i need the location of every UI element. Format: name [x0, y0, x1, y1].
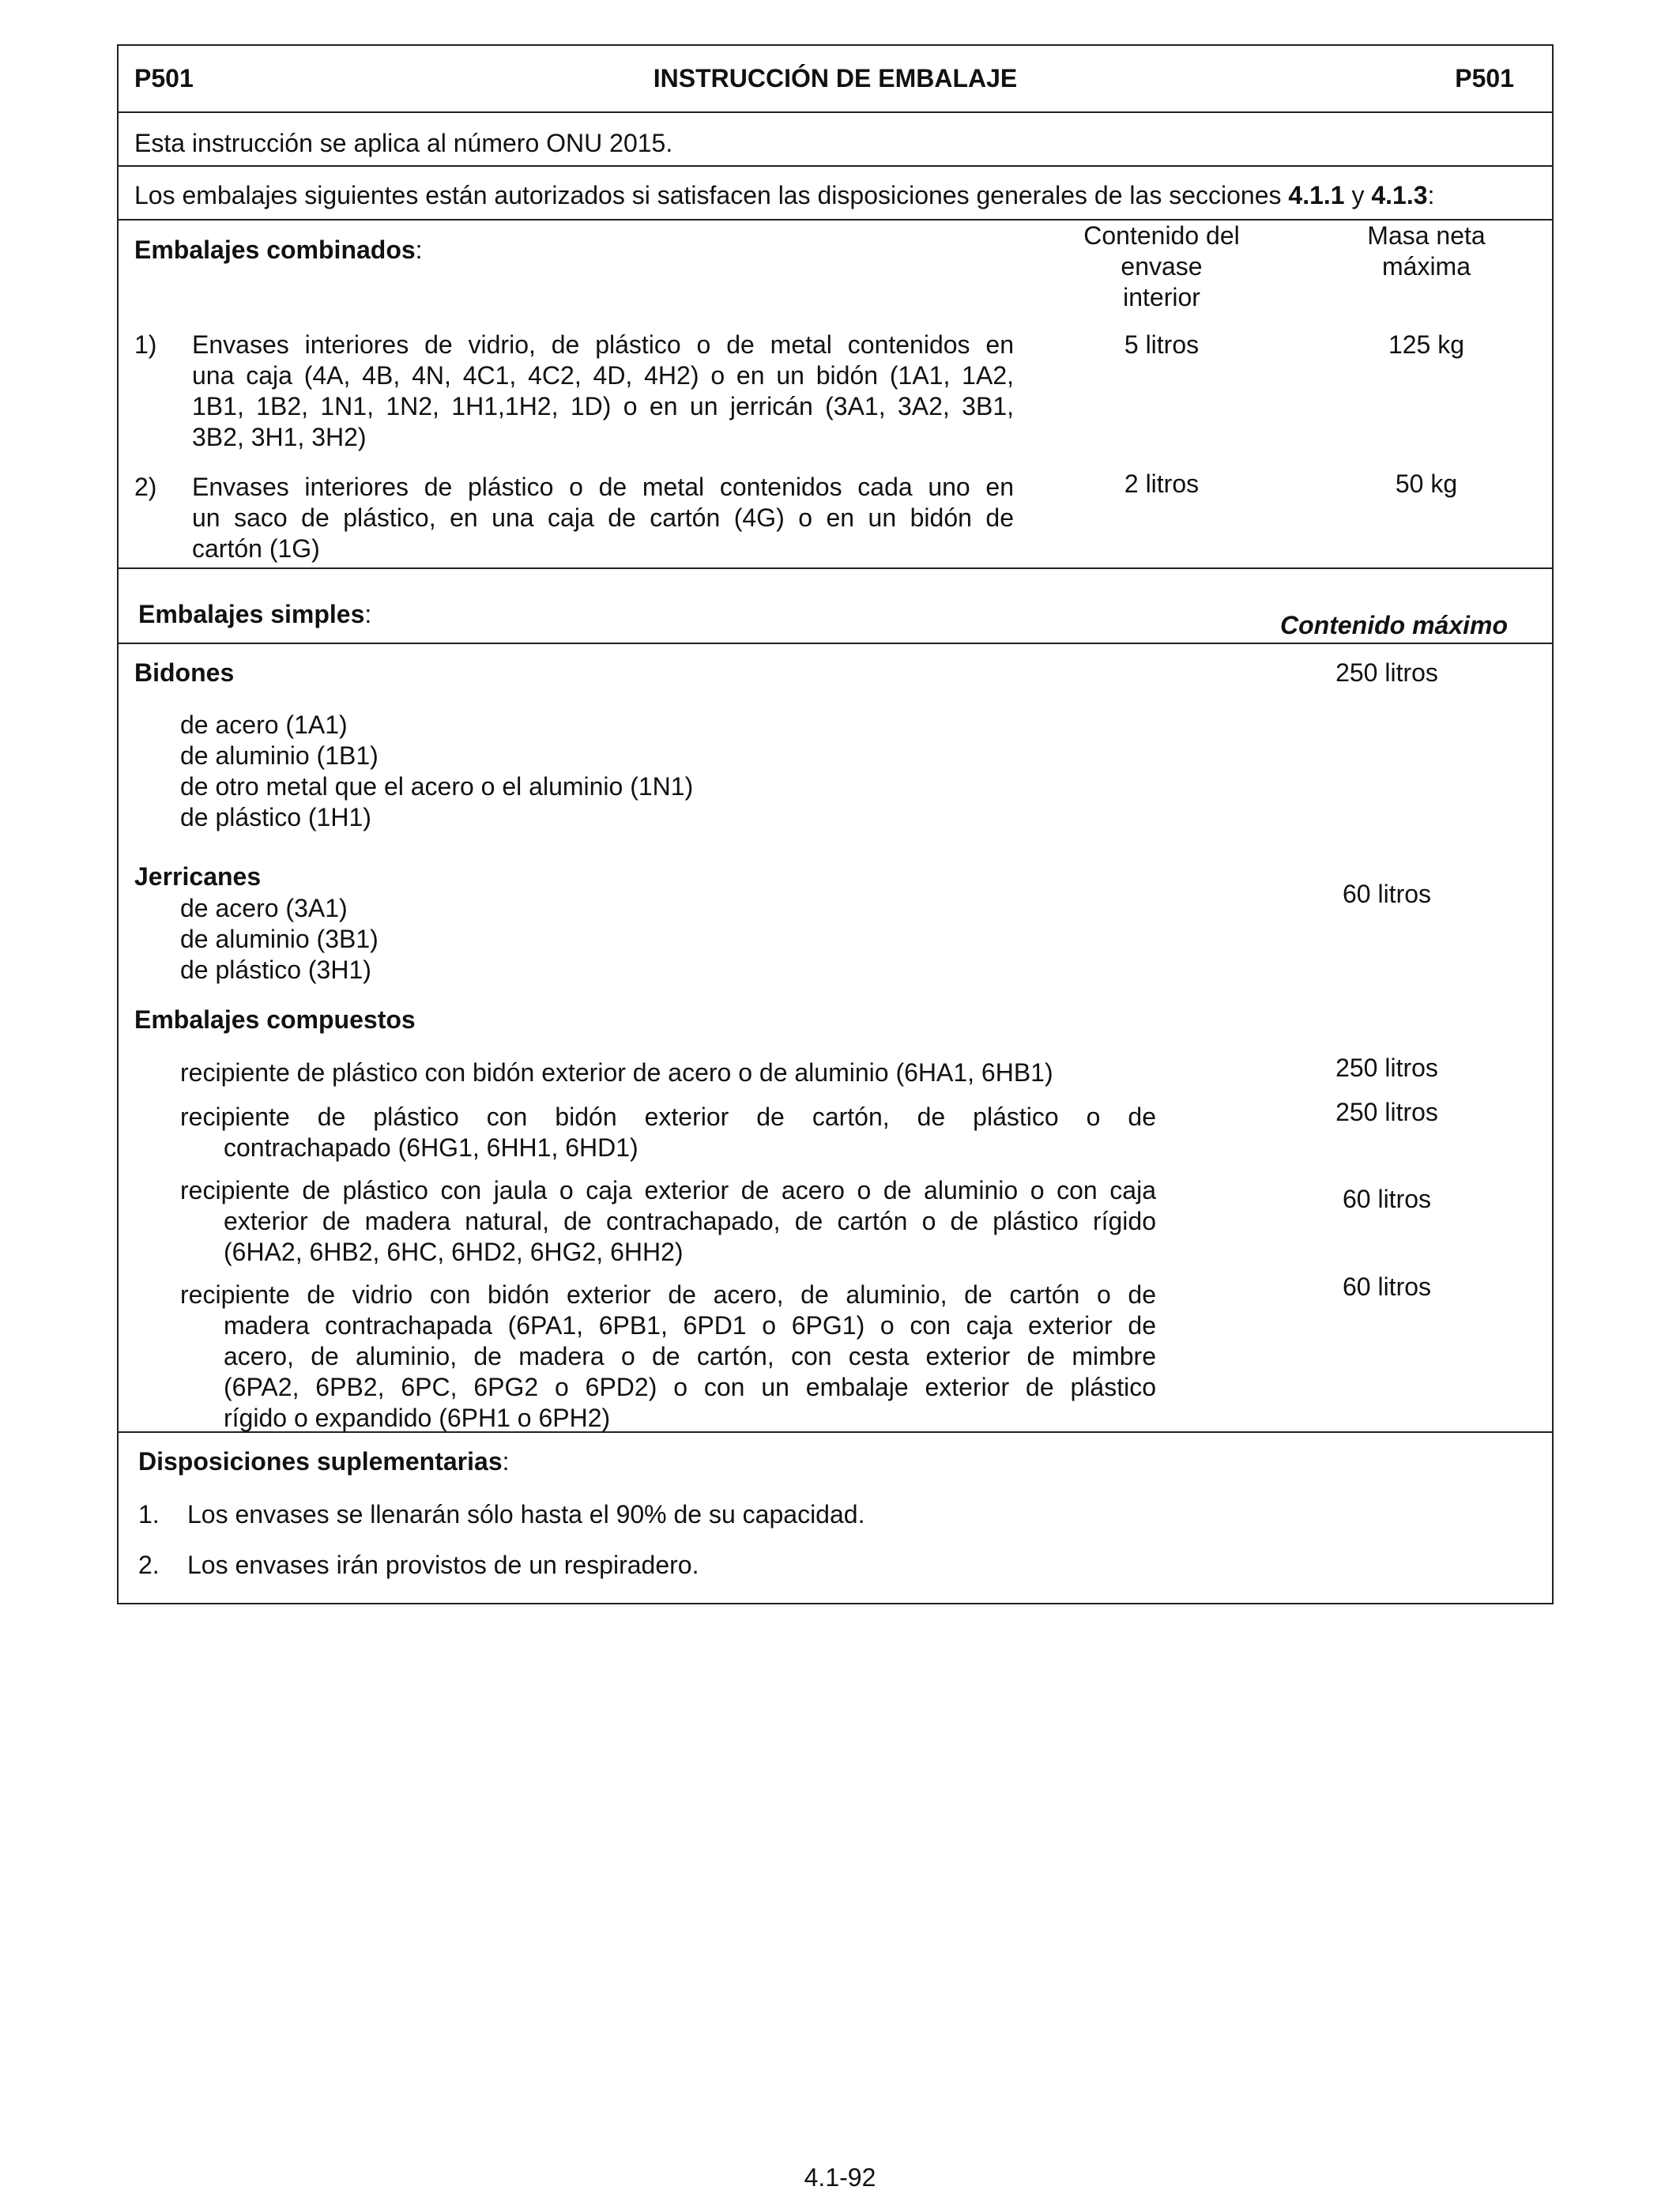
drums-list [180, 710, 693, 833]
combined-item-number: 2) [134, 473, 157, 501]
supplementary-item-number: 1. [138, 1500, 160, 1529]
page-title: INSTRUCCIÓN DE EMBALAJE [653, 64, 1018, 92]
supplementary-item-number: 2. [138, 1551, 160, 1579]
list-item: de plástico (1H1) [180, 803, 371, 831]
list-item: de otro metal que el acero o el aluminio (1N1) [180, 772, 694, 801]
list-item: de aluminio (1B1) [180, 741, 379, 770]
list-item: de plástico (3H1) [180, 956, 371, 984]
drums-max-content: 250 litros [1335, 658, 1438, 687]
jerricans-heading: Jerricanes [134, 862, 262, 891]
divider-combined [117, 567, 1554, 569]
composite-item-text: recipiente de vidrio con bidón exterior de acero, de aluminio, de cartón o de madera contrachapada (6PA1, 6PB1, 6PD1 o 6PG1) o con caja exterior de acero, de aluminio, de madera o de cartón, con cesta exterior de mimbre (6PA2, 6PB2, 6PC, 6PG2 o 6PD2) o con un embalaje exterior de plástico rígido o expandido (6PH1 o 6PH2) [180, 1280, 1156, 1432]
combined-heading: Embalajes combinados: [134, 236, 423, 264]
supplementary-item-text: Los envases se llenarán sólo hasta el 90% de su capacidad. [187, 1500, 865, 1529]
composite-max-content: 250 litros [1335, 1098, 1438, 1126]
section-ref-4-1-1: 4.1.1 [1288, 181, 1345, 209]
instruction-code-right: P501 [1455, 64, 1514, 92]
combined-item-number: 1) [134, 330, 157, 359]
col-max-content-header: Contenido máximo [1280, 611, 1509, 639]
max-mass-value: 125 kg [1388, 330, 1465, 359]
max-mass-value: 50 kg [1395, 469, 1458, 498]
list-item: de acero (3A1) [180, 894, 348, 922]
col-inner-content-header: Contenido del envase interior [1083, 221, 1240, 311]
composite-heading: Embalajes compuestos [134, 1005, 416, 1034]
composite-max-content: 60 litros [1342, 1185, 1432, 1213]
list-item: de aluminio (3B1) [180, 925, 379, 953]
col-max-mass-header: Masa neta máxima [1367, 221, 1486, 281]
supplementary-item-text: Los envases irán provistos de un respiradero. [187, 1551, 699, 1579]
jerricans-max-content: 60 litros [1342, 880, 1432, 908]
section-ref-4-1-3: 4.1.3 [1371, 181, 1428, 209]
drums-heading: Bidones [134, 658, 235, 687]
supplementary-heading: Disposiciones suplementarias: [138, 1447, 510, 1476]
composite-max-content: 60 litros [1342, 1272, 1432, 1301]
single-heading: Embalajes simples: [138, 600, 372, 628]
composite-max-content: 250 litros [1335, 1054, 1438, 1082]
page-number: 4.1-92 [804, 2163, 876, 2192]
divider-applies [117, 165, 1554, 167]
divider-single-header [117, 643, 1554, 644]
combined-item-text: Envases interiores de vidrio, de plástico o de metal contenidos en una caja (4A, 4B, 4N, 4C1, 4C2, 4D, 4H2) o en un bidón (1A1, 1A2, 1B1, 1B2, 1N1, 1N2, 1H1,1H2, 1D) o en un jerricán (3A1, 3A2, 3B1, 3B2, 3H1, 3H2) [192, 330, 1014, 451]
divider-header [117, 111, 1554, 113]
applies-to-text: Esta instrucción se aplica al número ONU 2015. [134, 129, 673, 157]
inner-content-value: 5 litros [1124, 330, 1200, 359]
inner-content-value: 2 litros [1124, 469, 1200, 498]
composite-item-text: recipiente de plástico con bidón exterior de acero o de aluminio (6HA1, 6HB1) [180, 1058, 1053, 1087]
composite-item-text: recipiente de plástico con jaula o caja exterior de acero o de aluminio o con caja exterior de madera natural, de contrachapado, de cartón o de plástico rígido (6HA2, 6HB2, 6HC, 6HD2, 6HG2, 6HH2) [180, 1176, 1156, 1266]
composite-item-text: recipiente de plástico con bidón exterior de cartón, de plástico o de contrachapado (6HG1, 6HH1, 6HD1) [180, 1103, 1156, 1162]
list-item: de acero (1A1) [180, 711, 348, 739]
combined-item-text: Envases interiores de plástico o de metal contenidos cada uno en un saco de plástico, en una caja de cartón (4G) o en un bidón de cartón (1G) [192, 473, 1014, 563]
jerricans-list [180, 893, 379, 986]
instruction-code-left: P501 [134, 64, 194, 92]
authorized-text: Los embalajes siguientes están autorizados si satisfacen las disposiciones generales de las secciones 4.1.1 y 4.1.3: [134, 181, 1435, 209]
